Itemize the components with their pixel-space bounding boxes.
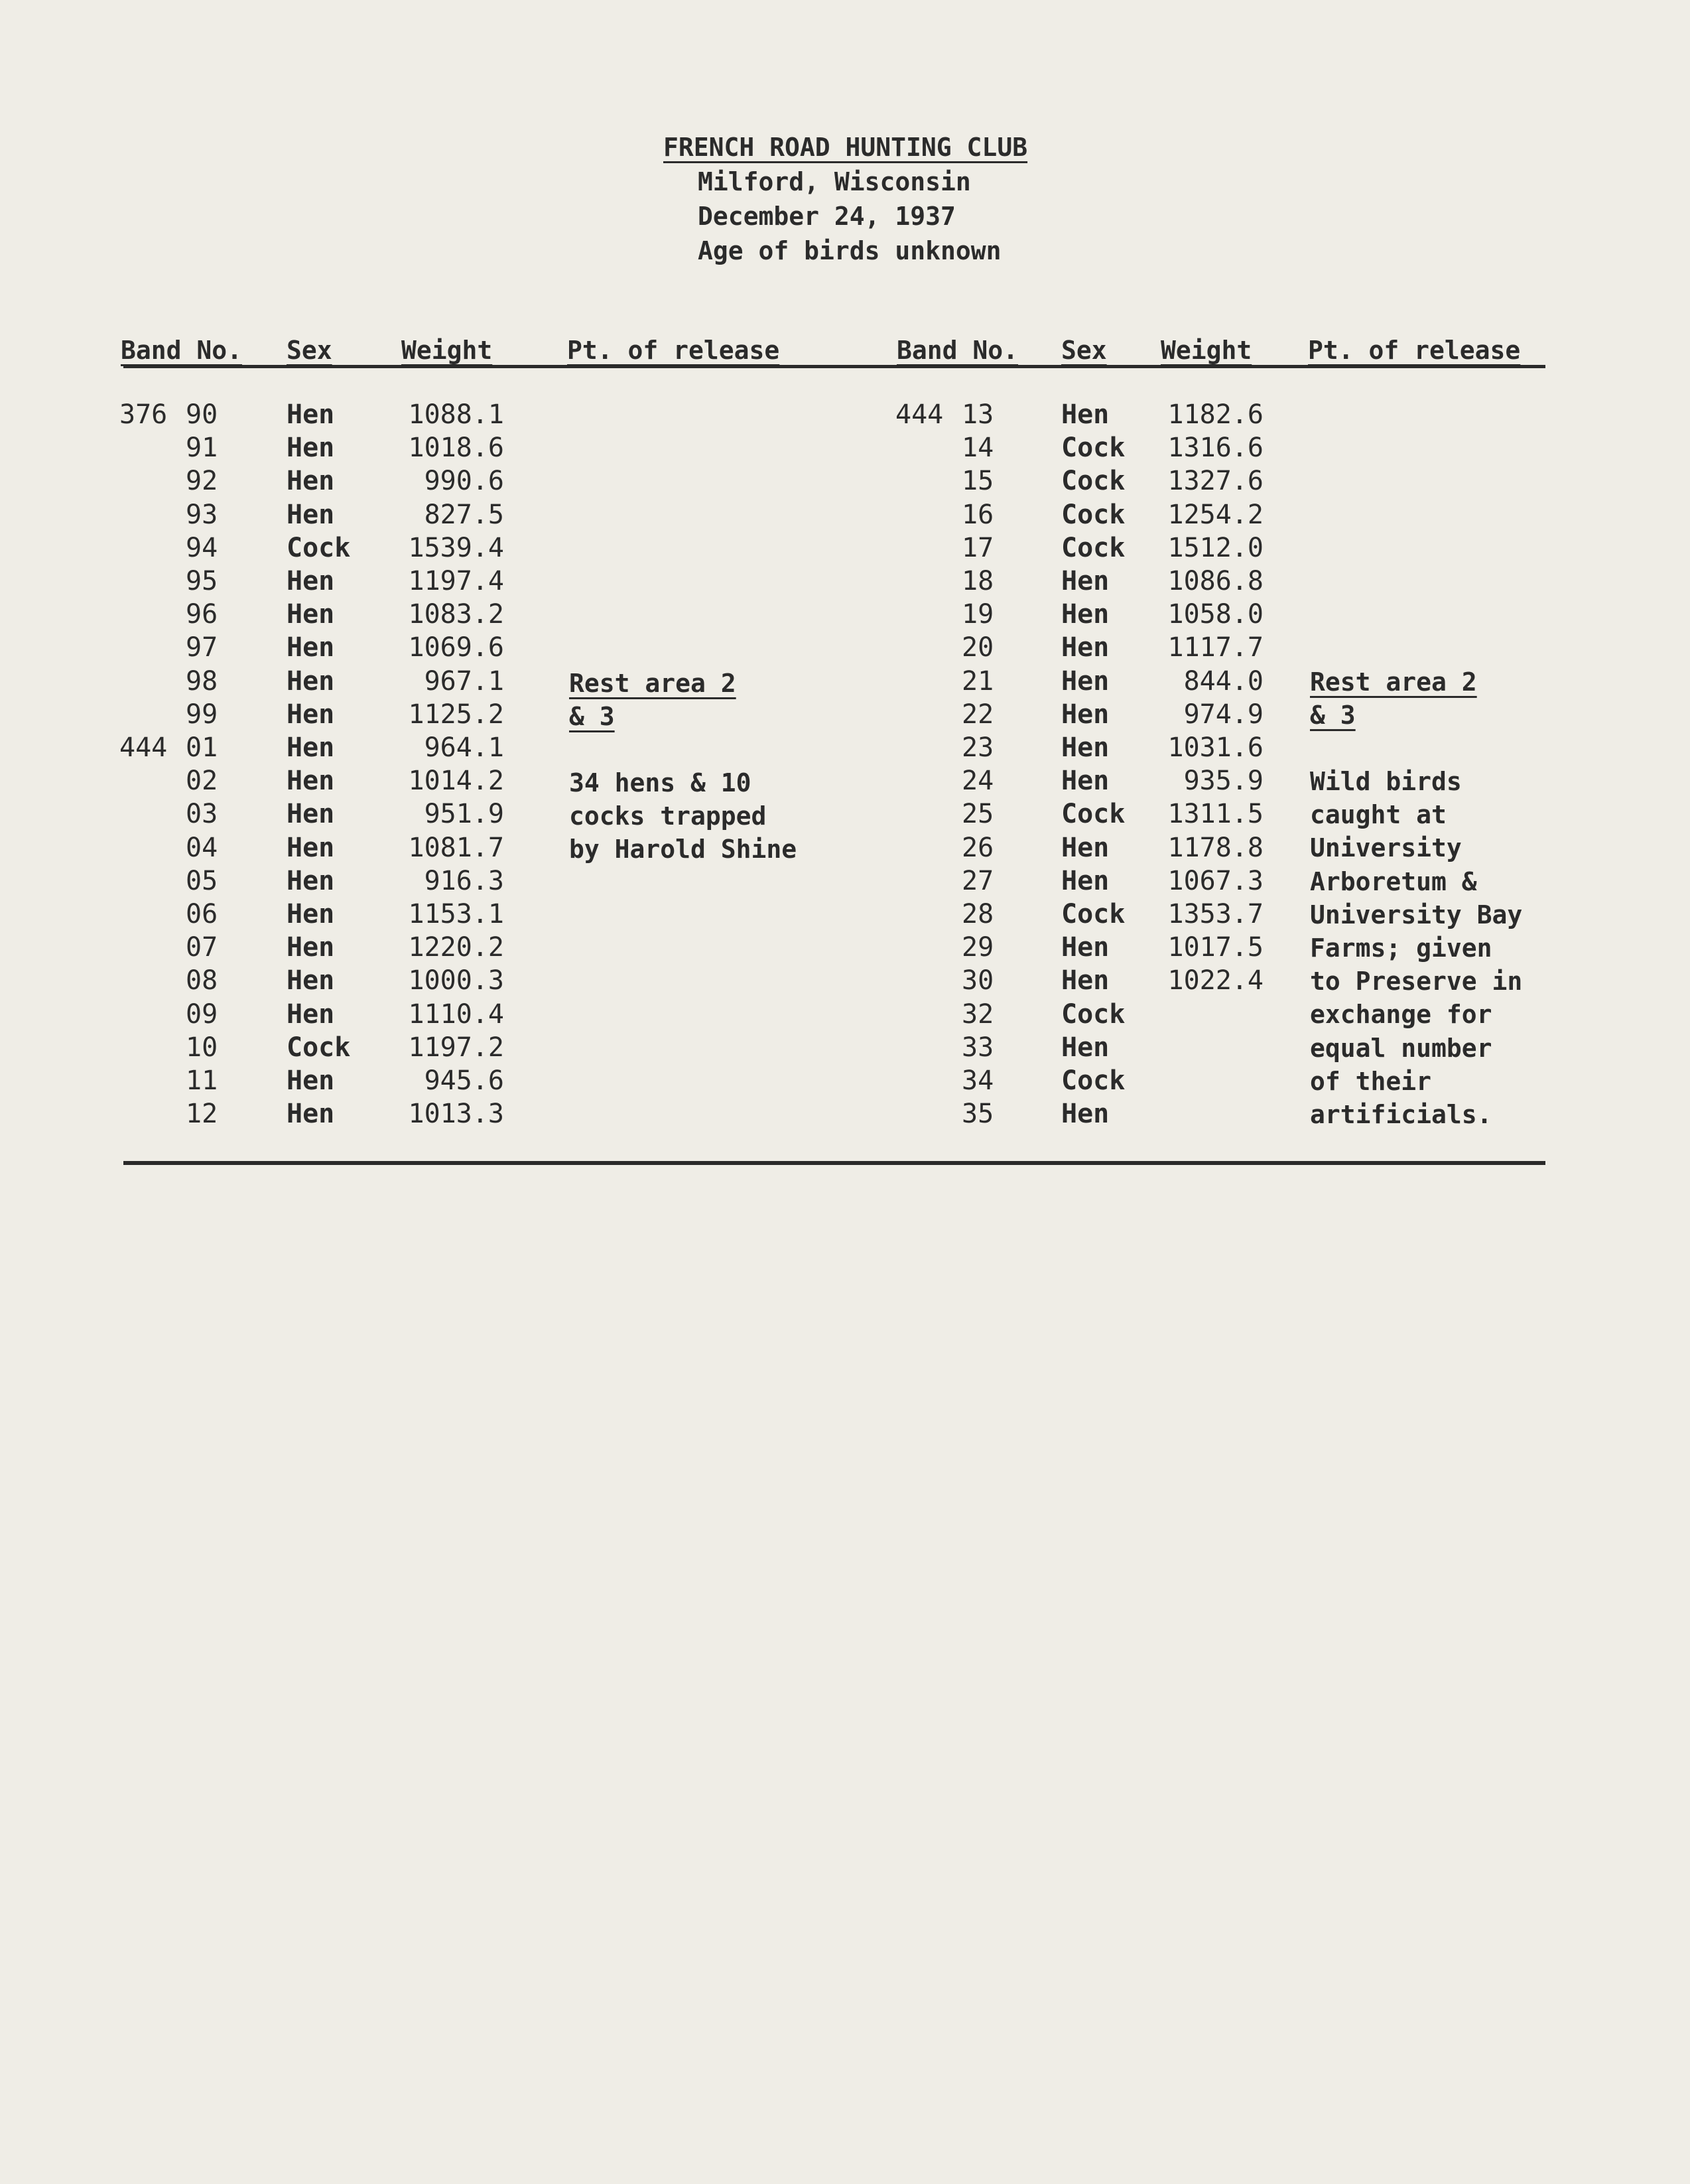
left-release-note-line2: & 3 <box>569 702 615 731</box>
weight-cell: 951.9 <box>424 799 504 830</box>
right-release-note-line1: Rest area 2 <box>1310 667 1477 697</box>
band-number: 30 <box>962 965 994 996</box>
left-trap-note-line1: 34 hens & 10 <box>569 768 751 797</box>
sex-cell: Hen <box>1061 665 1110 697</box>
band-number: 23 <box>962 732 994 763</box>
right-release-note-line2: & 3 <box>1310 701 1356 730</box>
weight-cell: 1014.2 <box>408 766 504 797</box>
band-number: 07 <box>186 932 218 963</box>
band-number: 29 <box>962 932 994 963</box>
band-number: 04 <box>186 832 218 863</box>
sex-cell: Hen <box>1061 865 1110 896</box>
weight-cell: 1018.6 <box>408 433 504 464</box>
band-number: 96 <box>186 599 218 630</box>
col-header-release-left: Pt. of release <box>567 336 780 365</box>
club-title: FRENCH ROAD HUNTING CLUB <box>663 133 1028 162</box>
sex-cell: Hen <box>287 965 335 996</box>
sex-cell: Hen <box>287 899 335 929</box>
sex-cell: Cock <box>1061 799 1126 830</box>
weight-cell: 945.6 <box>424 1065 504 1096</box>
weight-cell: 1022.4 <box>1167 965 1264 996</box>
sex-cell: Hen <box>287 799 335 830</box>
band-number: 15 <box>962 466 994 497</box>
wild-note-line: of their <box>1310 1066 1432 1096</box>
sex-cell: Hen <box>287 1099 335 1130</box>
col-header-band-right: Band No. <box>897 336 1019 365</box>
band-number: 93 <box>186 499 218 530</box>
sex-cell: Hen <box>1061 1099 1110 1130</box>
sex-cell: Hen <box>1061 566 1110 596</box>
wild-note-line: artificials. <box>1310 1100 1492 1129</box>
sex-cell: Hen <box>1061 1032 1110 1063</box>
band-number: 14 <box>962 433 994 464</box>
weight-cell: 935.9 <box>1183 766 1264 797</box>
weight-cell: 1153.1 <box>408 899 504 929</box>
band-number: 20 <box>962 632 994 663</box>
band-number: 27 <box>962 865 994 896</box>
sex-cell: Hen <box>287 998 335 1030</box>
weight-cell: 964.1 <box>424 732 504 763</box>
weight-cell: 1197.2 <box>408 1032 504 1063</box>
weight-cell: 1197.4 <box>408 566 504 596</box>
band-number: 03 <box>186 799 218 830</box>
band-number: 10 <box>186 1032 218 1063</box>
sex-cell: Hen <box>1061 832 1110 863</box>
sex-cell: Hen <box>287 1065 335 1096</box>
band-number: 32 <box>962 998 994 1030</box>
band-prefix: 444 <box>119 732 168 763</box>
wild-note-line: to Preserve in <box>1310 967 1523 996</box>
band-prefix: 376 <box>119 399 168 430</box>
footer-rule <box>123 1161 1545 1165</box>
weight-cell: 1081.7 <box>408 832 504 863</box>
weight-cell: 1013.3 <box>408 1099 504 1130</box>
weight-cell: 1311.5 <box>1167 799 1264 830</box>
sex-cell: Hen <box>287 566 335 596</box>
weight-cell: 1031.6 <box>1167 732 1264 763</box>
wild-note-line: exchange for <box>1310 1000 1492 1030</box>
sex-cell: Hen <box>287 599 335 630</box>
weight-cell: 974.9 <box>1183 699 1264 730</box>
band-number: 34 <box>962 1065 994 1096</box>
band-number: 11 <box>186 1065 218 1096</box>
location-line: Milford, Wisconsin <box>698 167 971 196</box>
col-header-sex-left: Sex <box>287 336 332 365</box>
sex-cell: Hen <box>1061 965 1110 996</box>
col-header-release-right: Pt. of release <box>1308 336 1521 365</box>
weight-cell: 1220.2 <box>408 932 504 963</box>
sex-cell: Hen <box>1061 399 1110 430</box>
weight-cell: 990.6 <box>424 466 504 497</box>
weight-cell: 1083.2 <box>408 599 504 630</box>
wild-note-line: equal number <box>1310 1033 1492 1063</box>
sex-cell: Hen <box>287 499 335 530</box>
sex-cell: Cock <box>1061 433 1126 464</box>
wild-note-line: caught at <box>1310 800 1447 830</box>
band-number: 97 <box>186 632 218 663</box>
age-note-line: Age of birds unknown <box>698 236 1002 265</box>
weight-cell: 1512.0 <box>1167 532 1264 563</box>
sex-cell: Hen <box>287 399 335 430</box>
band-number: 91 <box>186 433 218 464</box>
sex-cell: Cock <box>1061 466 1126 497</box>
sex-cell: Hen <box>287 433 335 464</box>
sex-cell: Hen <box>287 466 335 497</box>
band-number: 08 <box>186 965 218 996</box>
sex-cell: Cock <box>1061 1065 1126 1096</box>
sex-cell: Cock <box>1061 532 1126 563</box>
col-header-sex-right: Sex <box>1061 336 1107 365</box>
sex-cell: Cock <box>1061 499 1126 530</box>
band-number: 12 <box>186 1099 218 1130</box>
wild-note-line: Arboretum & <box>1310 866 1477 896</box>
band-number: 92 <box>186 466 218 497</box>
weight-cell: 1110.4 <box>408 998 504 1030</box>
band-number: 05 <box>186 865 218 896</box>
wild-note-line: Wild birds <box>1310 767 1462 796</box>
weight-cell: 1069.6 <box>408 632 504 663</box>
sex-cell: Cock <box>287 1032 351 1063</box>
band-number: 90 <box>186 399 218 430</box>
sex-cell: Cock <box>1061 998 1126 1030</box>
weight-cell: 827.5 <box>424 499 504 530</box>
band-number: 01 <box>186 732 218 763</box>
band-number: 25 <box>962 799 994 830</box>
left-release-note-line1: Rest area 2 <box>569 669 736 698</box>
band-number: 95 <box>186 566 218 596</box>
weight-cell: 1178.8 <box>1167 832 1264 863</box>
weight-cell: 1316.6 <box>1167 433 1264 464</box>
sex-cell: Hen <box>1061 732 1110 763</box>
wild-note-line: University Bay <box>1310 900 1523 929</box>
band-number: 94 <box>186 532 218 563</box>
weight-cell: 967.1 <box>424 665 504 697</box>
band-number: 35 <box>962 1099 994 1130</box>
sex-cell: Hen <box>287 665 335 697</box>
col-header-weight-right: Weight <box>1161 336 1252 365</box>
band-number: 33 <box>962 1032 994 1063</box>
weight-cell: 916.3 <box>424 865 504 896</box>
weight-cell: 1327.6 <box>1167 466 1264 497</box>
band-number: 13 <box>962 399 994 430</box>
band-number: 26 <box>962 832 994 863</box>
wild-note-line: Farms; given <box>1310 933 1492 963</box>
weight-cell: 1125.2 <box>408 699 504 730</box>
weight-cell: 1088.1 <box>408 399 504 430</box>
wild-note-line: University <box>1310 833 1462 863</box>
band-number: 16 <box>962 499 994 530</box>
sex-cell: Hen <box>287 699 335 730</box>
left-trap-note-line2: cocks trapped <box>569 801 767 831</box>
band-number: 02 <box>186 766 218 797</box>
sex-cell: Cock <box>1061 899 1126 929</box>
band-number: 99 <box>186 699 218 730</box>
sex-cell: Hen <box>1061 932 1110 963</box>
col-header-weight-left: Weight <box>401 336 493 365</box>
band-number: 19 <box>962 599 994 630</box>
band-number: 18 <box>962 566 994 596</box>
left-trap-note-line3: by Harold Shine <box>569 835 797 864</box>
weight-cell: 1017.5 <box>1167 932 1264 963</box>
sex-cell: Hen <box>287 732 335 763</box>
band-number: 24 <box>962 766 994 797</box>
weight-cell: 1086.8 <box>1167 566 1264 596</box>
sex-cell: Hen <box>1061 699 1110 730</box>
weight-cell: 1353.7 <box>1167 899 1264 929</box>
weight-cell: 1117.7 <box>1167 632 1264 663</box>
sex-cell: Hen <box>287 832 335 863</box>
band-number: 28 <box>962 899 994 929</box>
sex-cell: Hen <box>287 865 335 896</box>
band-number: 22 <box>962 699 994 730</box>
band-number: 21 <box>962 665 994 697</box>
band-prefix: 444 <box>895 399 944 430</box>
weight-cell: 1182.6 <box>1167 399 1264 430</box>
weight-cell: 1254.2 <box>1167 499 1264 530</box>
weight-cell: 1000.3 <box>408 965 504 996</box>
sex-cell: Hen <box>1061 599 1110 630</box>
weight-cell: 1539.4 <box>408 532 504 563</box>
sex-cell: Hen <box>1061 766 1110 797</box>
band-number: 06 <box>186 899 218 929</box>
weight-cell: 844.0 <box>1183 665 1264 697</box>
sex-cell: Hen <box>287 766 335 797</box>
date-line: December 24, 1937 <box>698 202 956 231</box>
sex-cell: Hen <box>287 632 335 663</box>
sex-cell: Hen <box>287 932 335 963</box>
col-header-band-left: Band No. <box>121 336 243 365</box>
weight-cell: 1067.3 <box>1167 865 1264 896</box>
weight-cell: 1058.0 <box>1167 599 1264 630</box>
sex-cell: Cock <box>287 532 351 563</box>
header-rule <box>123 365 1545 368</box>
band-number: 17 <box>962 532 994 563</box>
band-number: 98 <box>186 665 218 697</box>
sex-cell: Hen <box>1061 632 1110 663</box>
band-number: 09 <box>186 998 218 1030</box>
